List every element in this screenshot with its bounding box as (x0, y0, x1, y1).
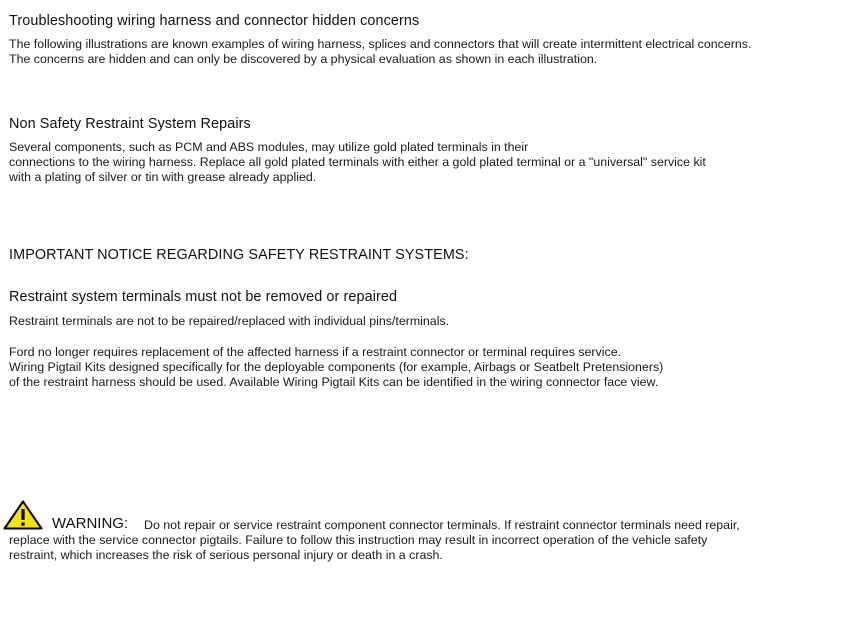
pigtail-kits-text: Ford no longer requires replacement of the affected harness if a restraint connector or terminal requires service. Wiring Pigtail Kits designed specifically for the deployable components (for example, Airbags or Seatbelt Pretensioners) of the restraint harness should be used. Available Wiring Pigtail Kits can be identified in the wiring connector face view. (9, 345, 664, 389)
non-safety-repairs-heading: Non Safety Restraint System Repairs (9, 115, 251, 132)
important-notice-heading: IMPORTANT NOTICE REGARDING SAFETY RESTRAINT SYSTEMS: (9, 246, 469, 263)
warning-text: replace with the service connector pigtails. Failure to follow this instruction may result in incorrect operation of the vehicle safety restraint, which increases the risk of serious personal injury or death in a crash. (9, 533, 708, 562)
non-safety-repairs-text: Several components, such as PCM and ABS modules, may utilize gold plated terminals in their connections to the wiring harness. Replace all gold plated terminals with either a gold plated terminal or a "universal" service kit with a plating of silver or tin with grease already applied. (9, 140, 706, 184)
warning-triangle-icon (3, 500, 43, 530)
restraint-terminals-heading: Restraint system terminals must not be removed or repaired (9, 288, 398, 305)
troubleshooting-heading: Troubleshooting wiring harness and connector hidden concerns (9, 12, 420, 29)
warning-label: WARNING: (52, 515, 129, 532)
restraint-terminals-note: Restraint terminals are not to be repaired/replaced with individual pins/terminals. (9, 314, 450, 328)
warning-text-first-line: Do not repair or service restraint component connector terminals. If restraint connector terminals need repair, (144, 518, 740, 532)
troubleshooting-text: The following illustrations are known examples of wiring harness, splices and connectors that will create intermittent electrical concerns. The concerns are hidden and can only be discovered by a physical evaluation as shown in each illustration. (9, 37, 752, 66)
